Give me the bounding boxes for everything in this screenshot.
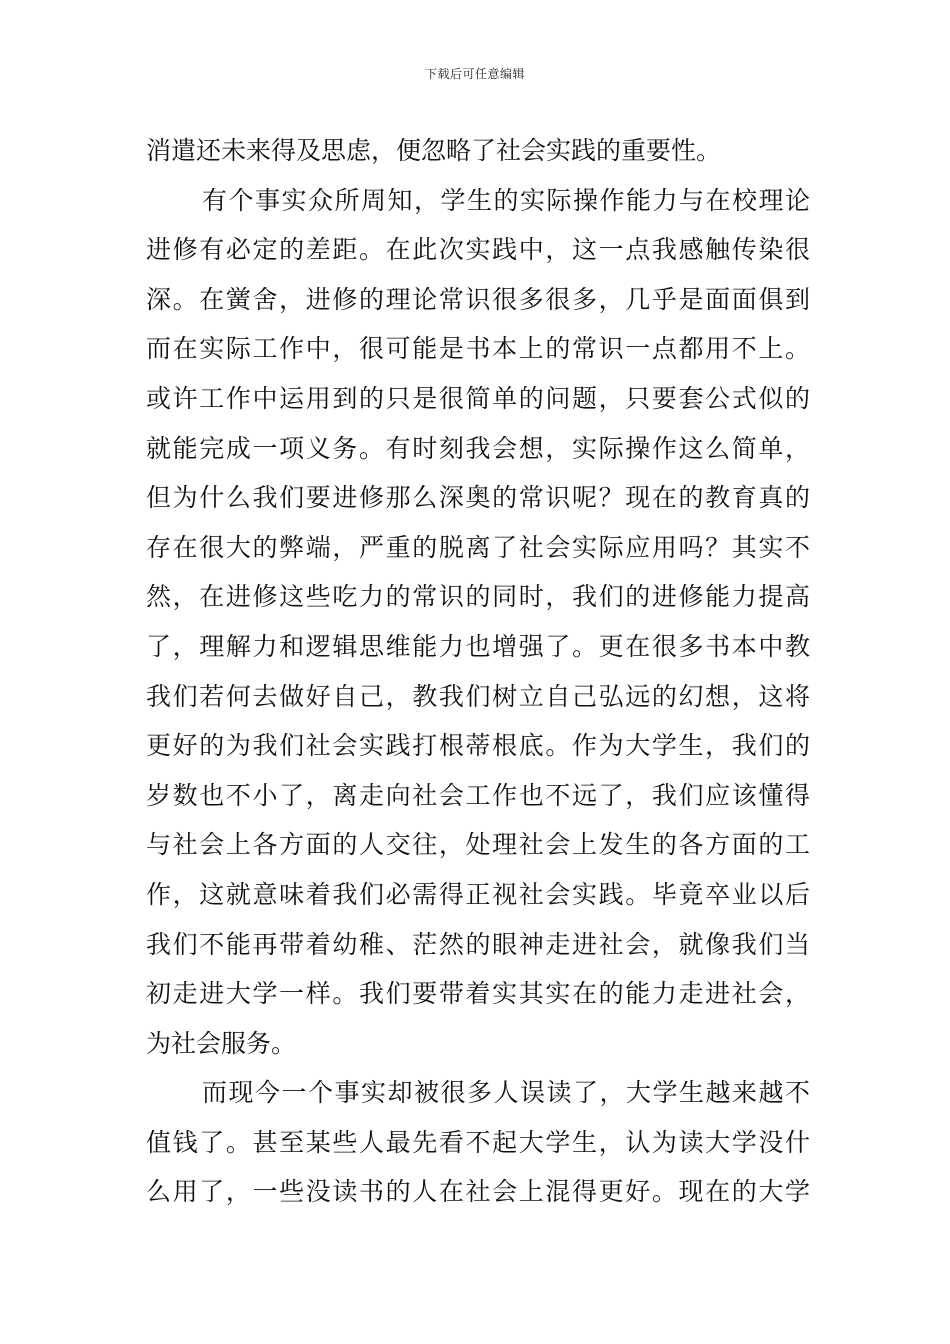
text-line: 为社会服务。 [146, 1028, 297, 1058]
text-line: 值钱了。甚至某些人最先看不起大学生，认为读大学没什 [146, 1127, 810, 1157]
text-line: 更好的为我们社会实践打根蒂根底。作为大学生，我们的 [146, 731, 810, 761]
text-line: 与社会上各方面的人交往，处理社会上发生的各方面的工 [146, 830, 810, 860]
text-line: 了，理解力和逻辑思维能力也增强了。更在很多书本中教 [146, 631, 810, 661]
text-line: 深。在黉舍，进修的理论常识很多很多，几乎是面面俱到 [146, 284, 810, 314]
text-line: 但为什么我们要进修那么深奥的常识呢？现在的教育真的 [146, 483, 810, 513]
document-body [146, 126, 810, 1217]
text-line: 而在实际工作中，很可能是书本上的常识一点都用不上。 [146, 334, 810, 364]
paragraph-first-line: 有个事实众所周知，学生的实际操作能力与在校理论 [202, 185, 810, 215]
text-line: 我们若何去做好自己，教我们树立自己弘远的幻想，这将 [146, 681, 810, 711]
paragraph-first-line: 而现今一个事实却被很多人误读了，大学生越来越不 [202, 1078, 810, 1108]
text-line: 或许工作中运用到的只是很简单的问题，只要套公式似的 [146, 383, 810, 413]
page-header-note: 下载后可任意编辑 [424, 67, 525, 81]
text-line: 消遣还未来得及思虑，便忽略了社会实践的重要性。 [146, 136, 722, 165]
text-line: 然，在进修这些吃力的常识的同时，我们的进修能力提高 [146, 582, 810, 612]
text-line: 进修有必定的差距。在此次实践中，这一点我感触传染很 [146, 235, 810, 265]
text-line: 岁数也不小了，离走向社会工作也不远了，我们应该懂得 [146, 780, 810, 810]
text-line: 初走进大学一样。我们要带着实其实在的能力走进社会， [146, 979, 810, 1009]
text-line: 么用了，一些没读书的人在社会上混得更好。现在的大学 [146, 1177, 810, 1207]
text-line: 作，这就意味着我们必需得正视社会实践。毕竟卒业以后 [146, 879, 810, 909]
text-line: 存在很大的弊端，严重的脱离了社会实际应用吗？其实不 [146, 532, 810, 562]
text-line: 我们不能再带着幼稚、茫然的眼神走进社会，就像我们当 [146, 929, 810, 959]
text-line: 就能完成一项义务。有时刻我会想，实际操作这么简单， [146, 433, 810, 463]
